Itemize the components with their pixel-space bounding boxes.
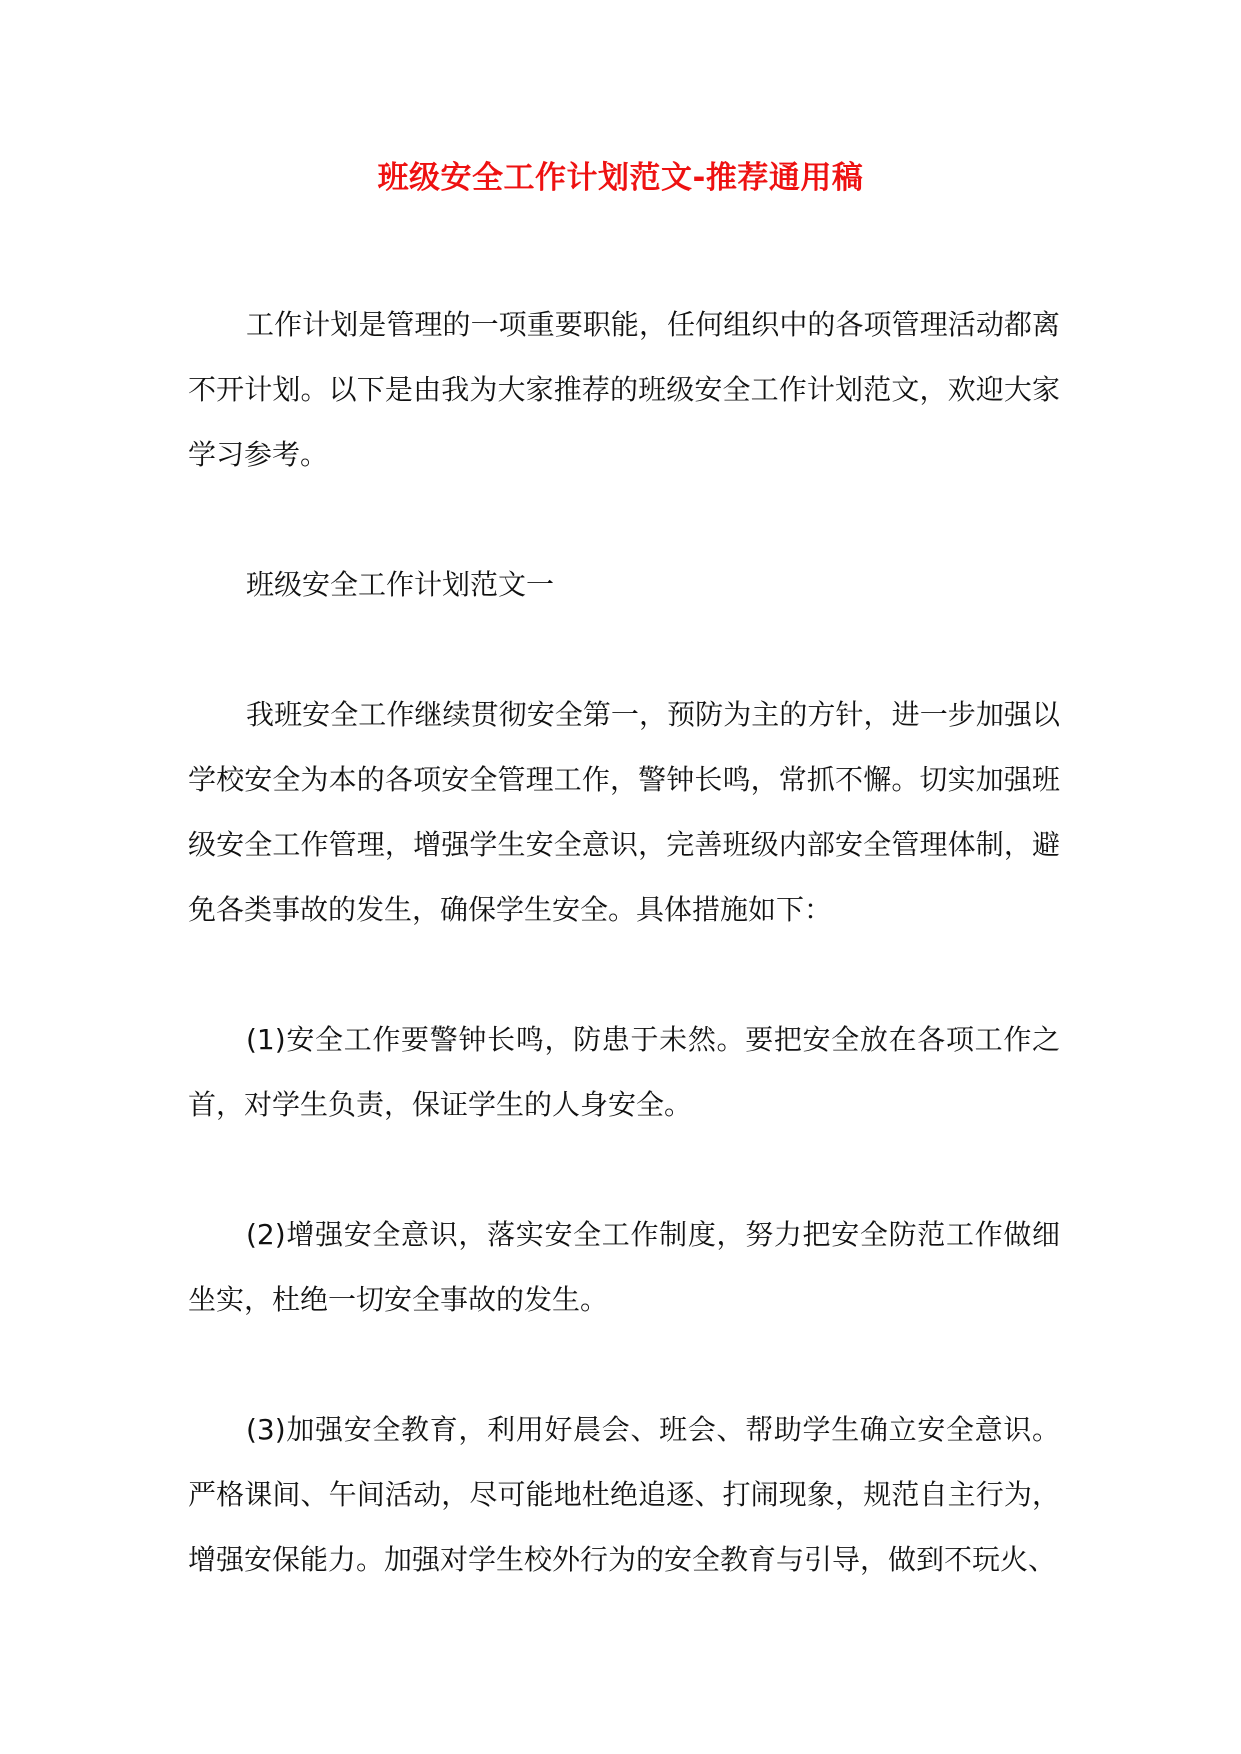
document-title: 班级安全工作计划范文-推荐通用稿 <box>377 160 864 196</box>
measure-item-2: (2)增强安全意识，落实安全工作制度，努力把安全防范工作做细坐实，杜绝一切安全事故的发生。 <box>188 1218 1060 1316</box>
document-body <box>188 292 1060 1592</box>
measure-item-3: (3)加强安全教育，利用好晨会、班会、帮助学生确立安全意识。严格课间、午间活动，尽可能地杜绝追逐、打闹现象，规范自主行为，增强安保能力。加强对学生校外行为的安全教育与引导，做到不玩火、 <box>188 1413 1060 1576</box>
body-paragraph: 我班安全工作继续贯彻安全第一，预防为主的方针，进一步加强以学校安全为本的各项安全管理工作，警钟长鸣，常抓不懈。切实加强班级安全工作管理，增强学生安全意识，完善班级内部安全管理体制，避免各类事故的发生，确保学生安全。具体措施如下： <box>188 698 1060 926</box>
section-heading: 班级安全工作计划范文一 <box>246 568 555 601</box>
measure-item-1: (1)安全工作要警钟长鸣，防患于未然。要把安全放在各项工作之首，对学生负责，保证学生的人身安全。 <box>188 1023 1060 1121</box>
intro-paragraph: 工作计划是管理的一项重要职能，任何组织中的各项管理活动都离不开计划。以下是由我为大家推荐的班级安全工作计划范文，欢迎大家学习参考。 <box>188 308 1060 471</box>
